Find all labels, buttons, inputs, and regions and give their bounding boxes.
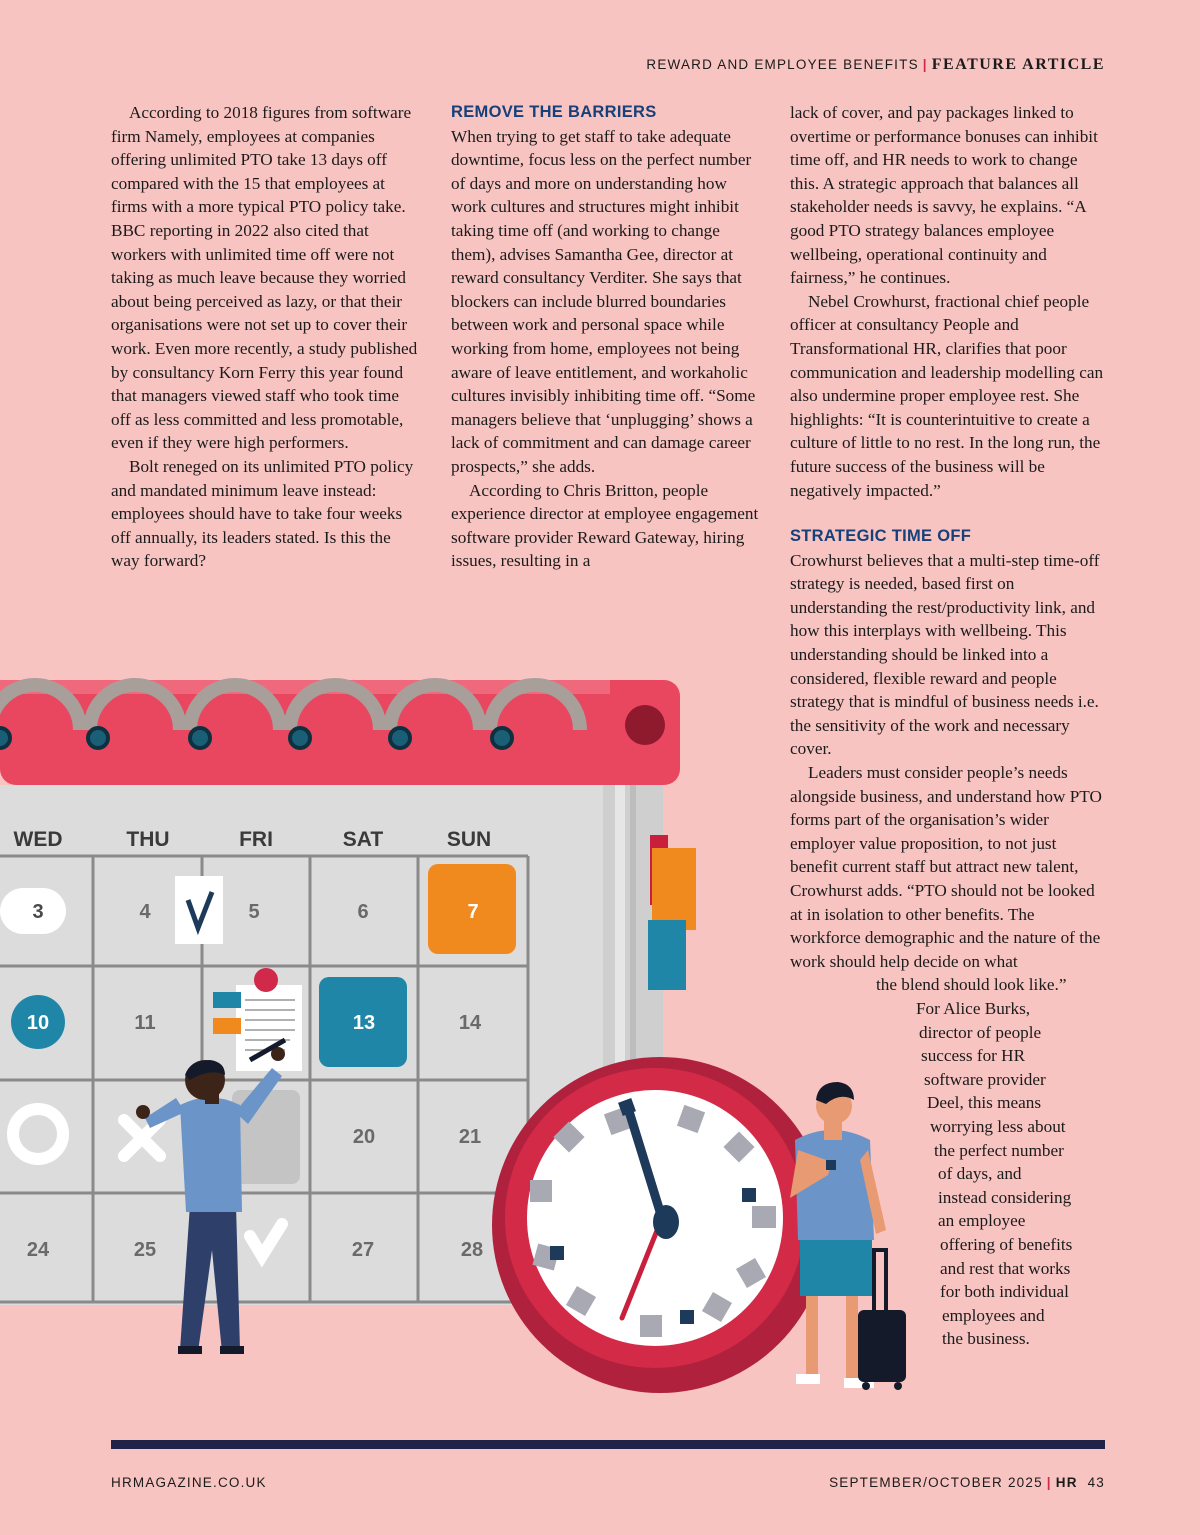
text-line: of days, and: [938, 1164, 1022, 1184]
feature-label: FEATURE ARTICLE: [931, 56, 1105, 73]
footer-rule: [111, 1440, 1105, 1449]
weekday-label: SAT: [342, 828, 384, 851]
date-label: 21: [458, 1126, 482, 1148]
section-label: REWARD AND EMPLOYEE BENEFITS: [646, 57, 919, 72]
article-column-2: [451, 101, 763, 573]
date-label: 7: [467, 901, 479, 923]
date-label: 5: [248, 901, 260, 923]
date-label: 14: [458, 1012, 482, 1034]
footer-site: HRMAGAZINE.CO.UK: [111, 1475, 267, 1490]
paragraph: Nebel Crowhurst, fractional chief people officer at consultancy People and Transformational HR, clarifies that poor communication and leadership modelling can also undermine proper employee rest. She highlights: “It is counterintuitive to create a culture of little to no rest. In the long run, the future success of the business will be negatively impacted.”: [790, 291, 1104, 500]
text-line: offering of benefits: [940, 1234, 1073, 1254]
clock: [492, 1057, 828, 1393]
date-label: 28: [460, 1239, 484, 1261]
text-line: the blend should look like.”: [876, 975, 1067, 995]
header-divider: |: [922, 57, 928, 72]
weekday-label: SUN: [446, 828, 492, 851]
paragraph: Leaders must consider people’s needs alongside business, and understand how PTO forms part of the organisation’s wider employer value proposition, to not just benefit current staff but attract new talent, Crowhurst adds. “PTO should not be looked at in isolation to other benefits. The workforce demographic and the nature of the work should help decide on what: [790, 763, 1102, 971]
text-line: an employee: [938, 1211, 1026, 1231]
text-line: for both individual: [940, 1282, 1069, 1302]
text-line: employees and: [942, 1305, 1045, 1325]
text-line: instead considering: [938, 1187, 1072, 1207]
weekday-label: WED: [13, 828, 63, 851]
date-label: 27: [351, 1239, 375, 1261]
date-label: 24: [26, 1239, 50, 1261]
page-number: 43: [1087, 1475, 1105, 1490]
date-label: 20: [352, 1126, 376, 1148]
pin-icon: [254, 968, 278, 992]
section-heading-strategic-time-off: STRATEGIC TIME OFF: [790, 527, 972, 546]
text-line: worrying less about: [930, 1116, 1066, 1136]
issue-date: SEPTEMBER/OCTOBER 2025: [829, 1475, 1043, 1490]
weekday-label: FRI: [239, 828, 273, 851]
paragraph: lack of cover, and pay packages linked to overtime or performance bonuses can inhibit time off, and HR needs to work to change this. A strategic approach that balances all stakeholder needs is savvy, he explains. “A good PTO strategy balances employee wellbeing, operational continuity and fairness,” he continues.: [790, 103, 1098, 288]
paragraph: When trying to get staff to take adequate downtime, focus less on the perfect number of days and more on understanding how work cultures and structures might inhibit taking time off (and working to change them), advises Samantha Gee, director at reward consultancy Verditer. She says that blockers can include blurred boundaries between work and personal space while working from home, employees not being aware of leave entitlement, and workaholic cultures invisibly inhibiting time off. “Some managers believe that ‘unplugging’ shows a lack of commitment and can damage career prospects,” she adds.: [451, 126, 756, 476]
footer-divider: |: [1046, 1475, 1052, 1490]
sticky-note: [175, 876, 223, 944]
paragraph: Bolt reneged on its unlimited PTO policy and mandated minimum leave instead: employees should have to take four weeks off annually, its leaders stated. Is this the way forward?: [111, 456, 414, 571]
date-label: 6: [357, 901, 369, 923]
weekday-label: THU: [126, 828, 170, 851]
text-line: and rest that works: [940, 1258, 1071, 1278]
paragraph: Crowhurst believes that a multi-step time-off strategy is needed, based first on understanding the rest/productivity link, and how this interplays with wellbeing. This understanding should be linked into a considered, flexible reward and people strategy that is mindful of business needs i.e. the sensitivity of the work and necessary cover.: [790, 550, 1100, 759]
text-line: the perfect number: [934, 1140, 1064, 1160]
text-line: the business.: [942, 1329, 1030, 1349]
date-label: 13: [352, 1012, 376, 1034]
paragraph: According to 2018 figures from software firm Namely, employees at companies offering unlimited PTO take 13 days off compared with the 15 that employees at firms with a more typical PTO policy take. BBC reporting in 2022 also cited that workers with unlimited time off were not taking as much leave because they worried about being perceived as lazy, or that their organisations were not set up to cover their work. Even more recently, a study published by consultancy Korn Ferry this year found that managers viewed staff who took time off as less committed and less promotable, even if they were high performers.: [111, 103, 418, 453]
calendar-tab-orange: [652, 848, 696, 930]
magazine-name: HR: [1055, 1475, 1078, 1490]
running-header: [646, 56, 1105, 74]
footer-folio: [829, 1475, 1105, 1490]
calendar-tab-blue: [648, 920, 686, 990]
calendar-clock-illustration: [0, 620, 920, 1420]
text-line: Deel, this means: [927, 1093, 1042, 1113]
article-column-1: [111, 101, 419, 573]
text-line: success for HR: [921, 1046, 1026, 1066]
date-label: 4: [139, 901, 151, 923]
text-line: For Alice Burks,: [916, 998, 1031, 1018]
paragraph: According to Chris Britton, people experience director at employee engagement software provider Reward Gateway, hiring issues, resulting in a: [451, 480, 759, 571]
date-label: 11: [134, 1012, 156, 1034]
pinned-document: [236, 985, 302, 1071]
date-label: 10: [26, 1012, 50, 1034]
date-label: 3: [32, 901, 44, 923]
text-line: director of people: [919, 1022, 1042, 1042]
text-line: software provider: [924, 1069, 1046, 1089]
section-heading-remove-barriers: REMOVE THE BARRIERS: [451, 103, 657, 121]
date-label: 25: [133, 1239, 157, 1261]
